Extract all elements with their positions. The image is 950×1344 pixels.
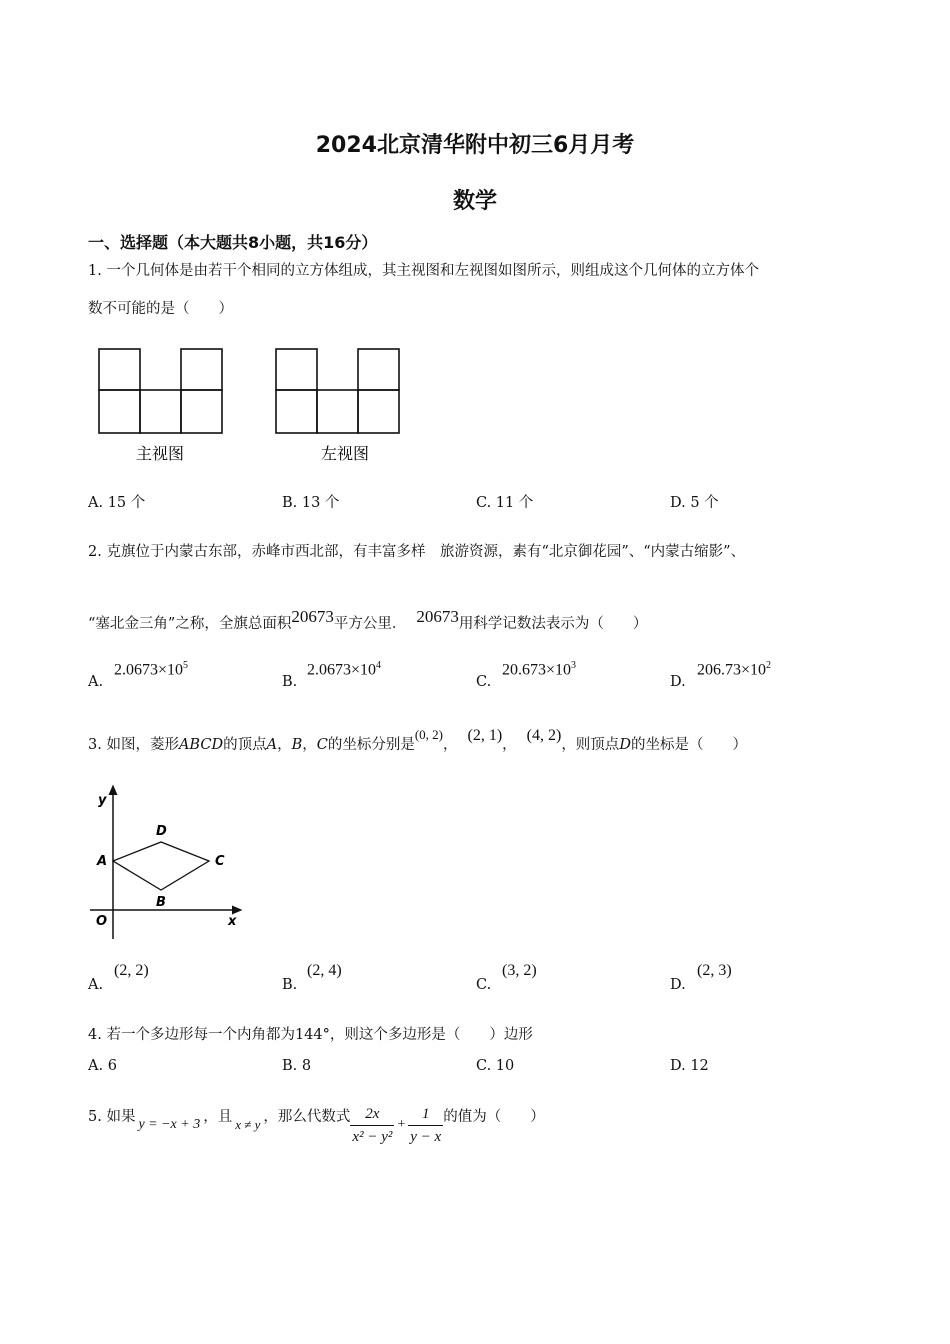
q3-rhombus-figure (88, 782, 248, 946)
q5-text: 5. 如果 y = −x + 3 ，且 x ≠ y ，那么代数式 $\frac{2x}{\text{x² − y²}}$ + $\frac{1}{y - x}$ 的值为（ ） (88, 1097, 545, 1153)
q3-option-a-value[interactable]: (2, 2) (114, 962, 149, 979)
front-view-label: 主视图 (135, 444, 185, 463)
y-axis-label: y (98, 793, 107, 808)
page-title: 2024北京清华附中初三6月月考 (315, 133, 635, 158)
x-axis-label: x (228, 914, 237, 929)
q4-option-b[interactable]: B. 8 (282, 1058, 312, 1074)
q3-option-b-letter[interactable]: B. (282, 977, 298, 993)
vertex-d-label: D (156, 824, 167, 839)
subject-title: 数学 (452, 189, 497, 214)
q2-area-value-repeat: 20673 (416, 607, 459, 626)
q2-option-d-value[interactable]: $206.73\times 10^2$ (697, 660, 772, 679)
q3-shape-name: ABCD (178, 737, 224, 753)
q2-text-part-b: 平方公里． (333, 616, 407, 632)
q1-text-line1: 1. 一个几何体是由若干个相同的立方体组成，其主视图和左视图如图所示，则组成这个几何体的立方体个 (88, 263, 759, 279)
q3-option-c-letter[interactable]: C. (476, 977, 492, 993)
q1-option-a[interactable]: A. 15 个 (88, 495, 146, 511)
q2-option-b-letter[interactable]: B. (282, 674, 298, 690)
vertex-a-label: A (97, 854, 108, 869)
left-view-label: 左视图 (320, 444, 370, 463)
q5-condition-1: y = −x + 3 (138, 1117, 201, 1132)
vertex-b-label: B (156, 895, 166, 910)
origin-label: O (96, 914, 108, 929)
q3-option-d-value[interactable]: (2, 3) (697, 962, 732, 979)
q2-text-part-a: “塞北金三角”之称，全旗总面积 (88, 616, 292, 632)
q2-option-c-value[interactable]: $20.673\times 10^3$ (502, 660, 577, 679)
q1-text-line2: 数不可能的是（ ） (88, 301, 233, 317)
left-view-grid (276, 349, 399, 433)
q3-coord-b: (2, 1) (467, 727, 503, 744)
q3-text: 3. 如图，菱形ABCD的顶点A，B，C的坐标分别是(0, 2)，(2, 1)，(4, 2)，则顶点D的坐标是（ ） (88, 727, 747, 753)
section-heading: 一、选择题（本大题共8小题，共16分） (88, 233, 378, 252)
q2-text-line2 (88, 607, 648, 633)
q2-option-a-value[interactable]: $2.0673\times 10^5$ (114, 660, 189, 679)
q3-coord-a: (0, 2) (414, 727, 443, 742)
q4-text: 4. 若一个多边形每一个内角都为144°，则这个多边形是（ ）边形 (88, 1027, 533, 1043)
vertex-c-label: C (215, 854, 225, 869)
q2-text-part-c: 用科学记数法表示为（ ） (458, 616, 648, 632)
q4-option-d[interactable]: D. 12 (670, 1058, 709, 1074)
q1-option-d[interactable]: D. 5 个 (670, 495, 719, 511)
q4-option-c[interactable]: C. 10 (476, 1058, 515, 1074)
q2-option-d-letter[interactable]: D. (670, 674, 686, 690)
q3-option-b-value[interactable]: (2, 4) (307, 962, 342, 979)
q2-option-c-letter[interactable]: C. (476, 674, 492, 690)
q2-area-value: 20673 (291, 607, 334, 626)
q5-fraction-1: $\frac{2x}{\text{x² − y²}}$ (350, 1103, 394, 1148)
q1-option-b[interactable]: B. 13 个 (282, 495, 340, 511)
q5-condition-2: x ≠ y (235, 1117, 261, 1132)
q5-fraction-2: $\frac{1}{y - x}$ (408, 1103, 443, 1148)
front-view-grid (99, 349, 222, 433)
q2-text-line1: 2. 克旗位于内蒙古东部，赤峰市西北部，有丰富多样 旅游资源，素有“北京御花园”、“内蒙古缩影”、 (88, 544, 746, 560)
q3-coord-c: (4, 2) (526, 727, 562, 744)
q2-option-b-value[interactable]: $2.0673\times 10^4$ (307, 660, 382, 679)
q3-option-c-value[interactable]: (3, 2) (502, 962, 537, 979)
q4-option-a[interactable]: A. 6 (88, 1058, 117, 1074)
q3-option-a-letter[interactable]: A. (88, 977, 104, 993)
q1-option-c[interactable]: C. 11 个 (476, 495, 534, 511)
rhombus-abcd (113, 842, 209, 890)
q3-option-d-letter[interactable]: D. (670, 977, 686, 993)
q2-option-a-letter[interactable]: A. (88, 674, 104, 690)
q1-views-figure (95, 345, 410, 470)
